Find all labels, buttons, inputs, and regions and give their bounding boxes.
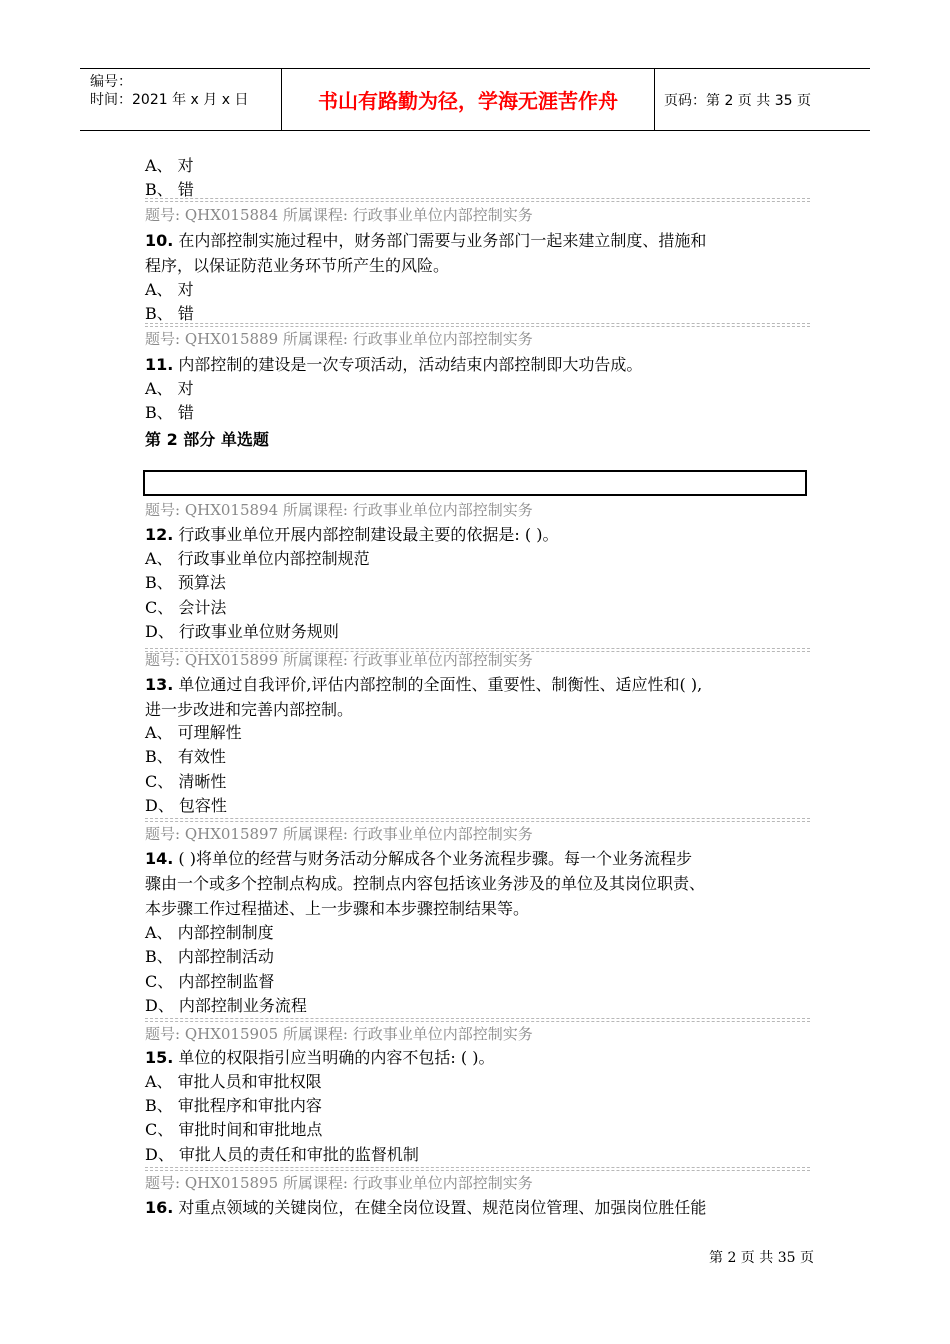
question-text: [145, 353, 642, 377]
question-text-continued: [145, 254, 449, 278]
question-number: 15.: [145, 1048, 174, 1067]
question-separator: [145, 198, 810, 202]
line-text: 题号: QHX015905 所属课程: 行政事业单位内部控制实务: [145, 1025, 533, 1043]
question-text: [145, 847, 692, 871]
line-text: B、 有效性: [145, 747, 226, 766]
line-text: 题号: QHX015889 所属课程: 行政事业单位内部控制实务: [145, 330, 533, 348]
answer-option: [145, 547, 370, 571]
motto: 书山有路勤为径，学海无涯苦作舟: [281, 69, 655, 130]
section-box: [143, 470, 807, 496]
line-text: ( )将单位的经营与财务活动分解成各个业务流程步骤。每一个业务流程步: [173, 849, 693, 868]
answer-option: [145, 794, 227, 818]
page-header: [80, 68, 870, 131]
line-text: 题号: QHX015895 所属课程: 行政事业单位内部控制实务: [145, 1174, 533, 1192]
line-text: A、 对: [145, 156, 194, 175]
line-text: 单位的权限指引应当明确的内容不包括: ( )。: [173, 1048, 495, 1067]
line-text: 内部控制的建设是一次专项活动，活动结束内部控制即大功告成。: [173, 355, 643, 374]
answer-option: [145, 721, 242, 745]
question-meta: [145, 203, 533, 227]
line-text: B、 错: [145, 403, 194, 422]
line-text: 程序，以保证防范业务环节所产生的风险。: [145, 256, 450, 275]
question-number: 16.: [145, 1198, 174, 1217]
question-separator: [145, 1018, 810, 1022]
answer-option: [145, 1094, 322, 1118]
answer-option: [145, 994, 307, 1018]
question-text: [145, 523, 558, 547]
line-text: D、 包容性: [145, 796, 227, 815]
answer-option: [145, 1118, 322, 1142]
answer-option: [145, 921, 274, 945]
line-text: A、 对: [145, 379, 194, 398]
answer-option: [145, 596, 226, 620]
line-text: 题号: QHX015899 所属课程: 行政事业单位内部控制实务: [145, 651, 533, 669]
line-text: A、 对: [145, 280, 194, 299]
answer-option: [145, 1070, 322, 1094]
line-text: 题号: QHX015894 所属课程: 行政事业单位内部控制实务: [145, 501, 533, 519]
answer-option: [145, 571, 226, 595]
question-separator: [145, 818, 810, 822]
page-info: 页码：第 2 页 共 35 页: [664, 92, 811, 109]
line-text: C、 内部控制监督: [145, 972, 275, 991]
question-text: [145, 673, 702, 697]
question-text-continued: [145, 698, 353, 722]
line-text: B、 内部控制活动: [145, 947, 274, 966]
line-text: A、 行政事业单位内部控制规范: [145, 549, 370, 568]
question-separator: [145, 323, 810, 327]
answer-option: [145, 770, 226, 794]
line-text: B、 错: [145, 180, 194, 199]
question-text: [145, 229, 706, 253]
line-text: A、 审批人员和审批权限: [145, 1072, 322, 1091]
line-text: C、 审批时间和审批地点: [145, 1120, 323, 1139]
question-text-continued: [145, 872, 705, 896]
line-text: 进一步改进和完善内部控制。: [145, 700, 354, 719]
question-number: 11.: [145, 355, 174, 374]
time-label: 时间：2021 年 x 月 x 日: [90, 92, 249, 108]
question-meta: [145, 1171, 533, 1195]
line-text: 题号: QHX015897 所属课程: 行政事业单位内部控制实务: [145, 825, 533, 843]
question-separator: [145, 1167, 810, 1171]
question-meta: [145, 822, 533, 846]
line-text: A、 内部控制制度: [145, 923, 274, 942]
question-text-continued: [145, 897, 529, 921]
answer-option: [145, 1143, 419, 1167]
line-text: 在内部控制实施过程中，财务部门需要与业务部门一起来建立制度、措施和: [173, 231, 707, 250]
question-text: [145, 1196, 706, 1220]
question-number: 13.: [145, 675, 174, 694]
answer-option: [145, 377, 194, 401]
answer-option: [145, 745, 226, 769]
line-text: A、 可理解性: [145, 723, 242, 742]
question-number: 10.: [145, 231, 174, 250]
line-text: 第 2 部分 单选题: [145, 430, 269, 449]
question-number: 12.: [145, 525, 174, 544]
line-text: 本步骤工作过程描述、上一步骤和本步骤控制结果等。: [145, 899, 530, 918]
answer-option: [145, 278, 194, 302]
line-text: 行政事业单位开展内部控制建设最主要的依据是: ( )。: [173, 525, 559, 544]
question-meta: [145, 498, 533, 522]
line-text: 骤由一个或多个控制点构成。控制点内容包括该业务涉及的单位及其岗位职责、: [145, 874, 706, 893]
answer-option: [145, 945, 274, 969]
line-text: D、 审批人员的责任和审批的监督机制: [145, 1145, 419, 1164]
line-text: C、 清晰性: [145, 772, 227, 791]
line-text: 单位通过自我评价,评估内部控制的全面性、重要性、制衡性、适应性和( ),: [173, 675, 703, 694]
section-title: [145, 428, 269, 452]
line-text: B、 错: [145, 304, 194, 323]
page-footer: 第 2 页 共 35 页: [709, 1250, 814, 1266]
line-text: 对重点领域的关键岗位，在健全岗位设置、规范岗位管理、加强岗位胜任能: [173, 1198, 707, 1217]
line-text: D、 行政事业单位财务规则: [145, 622, 339, 641]
line-text: C、 会计法: [145, 598, 227, 617]
question-meta: [145, 1022, 533, 1046]
answer-option: [145, 401, 194, 425]
question-separator: [145, 648, 810, 652]
line-text: 题号: QHX015884 所属课程: 行政事业单位内部控制实务: [145, 206, 533, 224]
line-text: B、 预算法: [145, 573, 226, 592]
question-number: 14.: [145, 849, 174, 868]
line-text: D、 内部控制业务流程: [145, 996, 307, 1015]
serial-label: 编号：: [90, 74, 132, 90]
answer-option: [145, 970, 274, 994]
answer-option: [145, 620, 339, 644]
answer-option: [145, 154, 194, 178]
question-meta: [145, 327, 533, 351]
header-info-cell: [80, 69, 281, 130]
line-text: B、 审批程序和审批内容: [145, 1096, 322, 1115]
question-text: [145, 1046, 494, 1070]
